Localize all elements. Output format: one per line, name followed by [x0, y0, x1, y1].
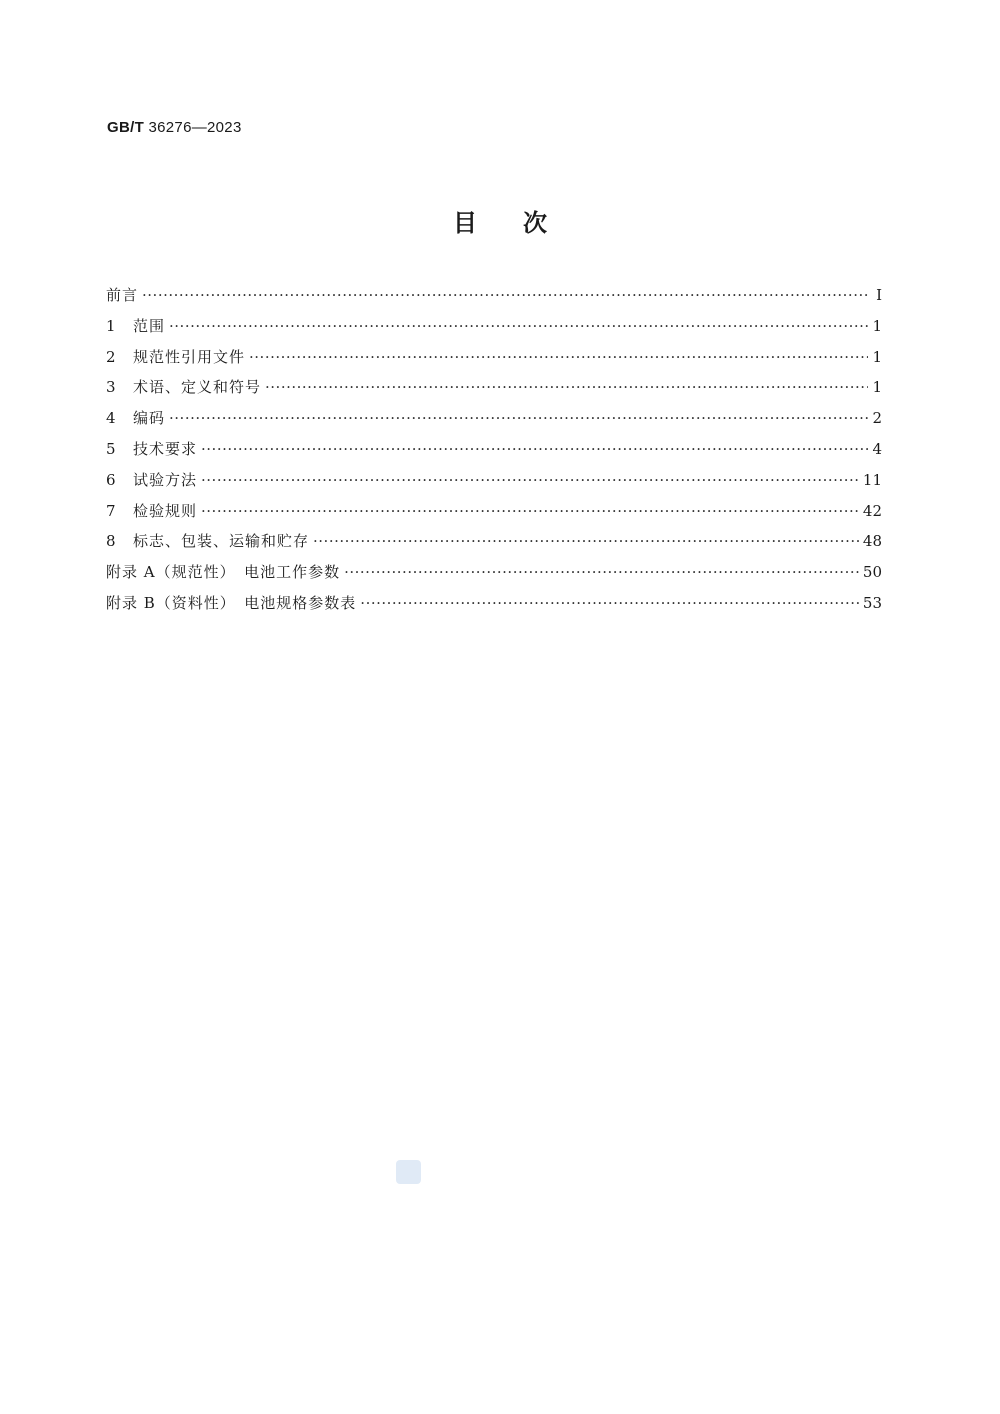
toc-leader-dots: [201, 473, 859, 488]
toc-entry-annex-a[interactable]: [106, 561, 882, 592]
toc-entry-page: 2: [872, 409, 882, 428]
toc-leader-dots: [313, 534, 859, 549]
standard-prefix: GB/T: [107, 119, 145, 136]
toc-entry-label: 检验规则: [133, 501, 198, 520]
toc-leader-dots: [249, 350, 868, 365]
toc-entry-number: 3: [106, 378, 116, 397]
toc-entry-page: 1: [872, 316, 882, 335]
sac-logo-watermark: [396, 1160, 421, 1184]
toc-title-char-1: 目: [453, 209, 477, 237]
toc-entry-label: 技术要求: [133, 439, 198, 458]
toc-entry-5[interactable]: [106, 438, 882, 469]
toc-entry-label: 规范性引用文件: [133, 347, 246, 366]
toc-entry-label: 附录 B（资料性） 电池规格参数表: [106, 593, 357, 612]
toc-entry-1[interactable]: [106, 315, 882, 346]
toc-entry-annex-b[interactable]: [106, 592, 882, 623]
toc-entry-6[interactable]: [106, 469, 882, 500]
toc-entry-label: 术语、定义和符号: [133, 378, 262, 397]
toc-entry-page: 42: [862, 501, 882, 520]
toc-entry-7[interactable]: [106, 500, 882, 531]
toc-entry-2[interactable]: [106, 346, 882, 377]
toc-entry-label: 范围: [133, 316, 166, 335]
toc-list: [106, 284, 882, 623]
toc-entry-number: 2: [106, 347, 116, 366]
toc-title-char-2: 次: [523, 209, 547, 237]
toc-entry-8[interactable]: [106, 530, 882, 561]
toc-entry-page: 1: [872, 347, 882, 366]
toc-entry-4[interactable]: [106, 407, 882, 438]
toc-entry-label: 前言: [106, 286, 139, 304]
toc-leader-dots: [344, 565, 859, 580]
toc-entry-label: 编码: [133, 409, 166, 428]
toc-title: [0, 203, 1000, 238]
toc-entry-label: 试验方法: [133, 470, 198, 489]
toc-entry-number: 4: [106, 409, 116, 428]
toc-leader-dots: [265, 380, 868, 395]
toc-entry-label: 附录 A（规范性） 电池工作参数: [106, 563, 341, 582]
toc-entry-number: 6: [106, 470, 116, 489]
toc-entry-foreword[interactable]: [106, 284, 882, 315]
toc-leader-dots: [142, 288, 868, 303]
toc-entry-number: 8: [106, 532, 116, 551]
toc-entry-label: 标志、包装、运输和贮存: [133, 532, 310, 551]
toc-entry-number: 7: [106, 501, 116, 520]
toc-entry-page: 50: [862, 563, 882, 582]
toc-entry-number: 5: [106, 439, 116, 458]
toc-entry-page: 4: [872, 439, 882, 458]
toc-entry-page: 1: [872, 378, 882, 397]
toc-leader-dots: [360, 596, 859, 611]
toc-leader-dots: [169, 411, 868, 426]
toc-leader-dots: [169, 319, 868, 334]
toc-entry-page: 11: [862, 470, 882, 489]
toc-entry-page: Ⅰ: [876, 286, 882, 304]
toc-leader-dots: [201, 504, 859, 519]
toc-leader-dots: [201, 442, 868, 457]
standard-number: 36276—2023: [148, 119, 242, 136]
toc-entry-3[interactable]: [106, 376, 882, 407]
standard-code: [107, 119, 242, 136]
toc-entry-page: 53: [862, 593, 882, 612]
toc-entry-page: 48: [862, 532, 882, 551]
toc-entry-number: 1: [106, 316, 116, 335]
